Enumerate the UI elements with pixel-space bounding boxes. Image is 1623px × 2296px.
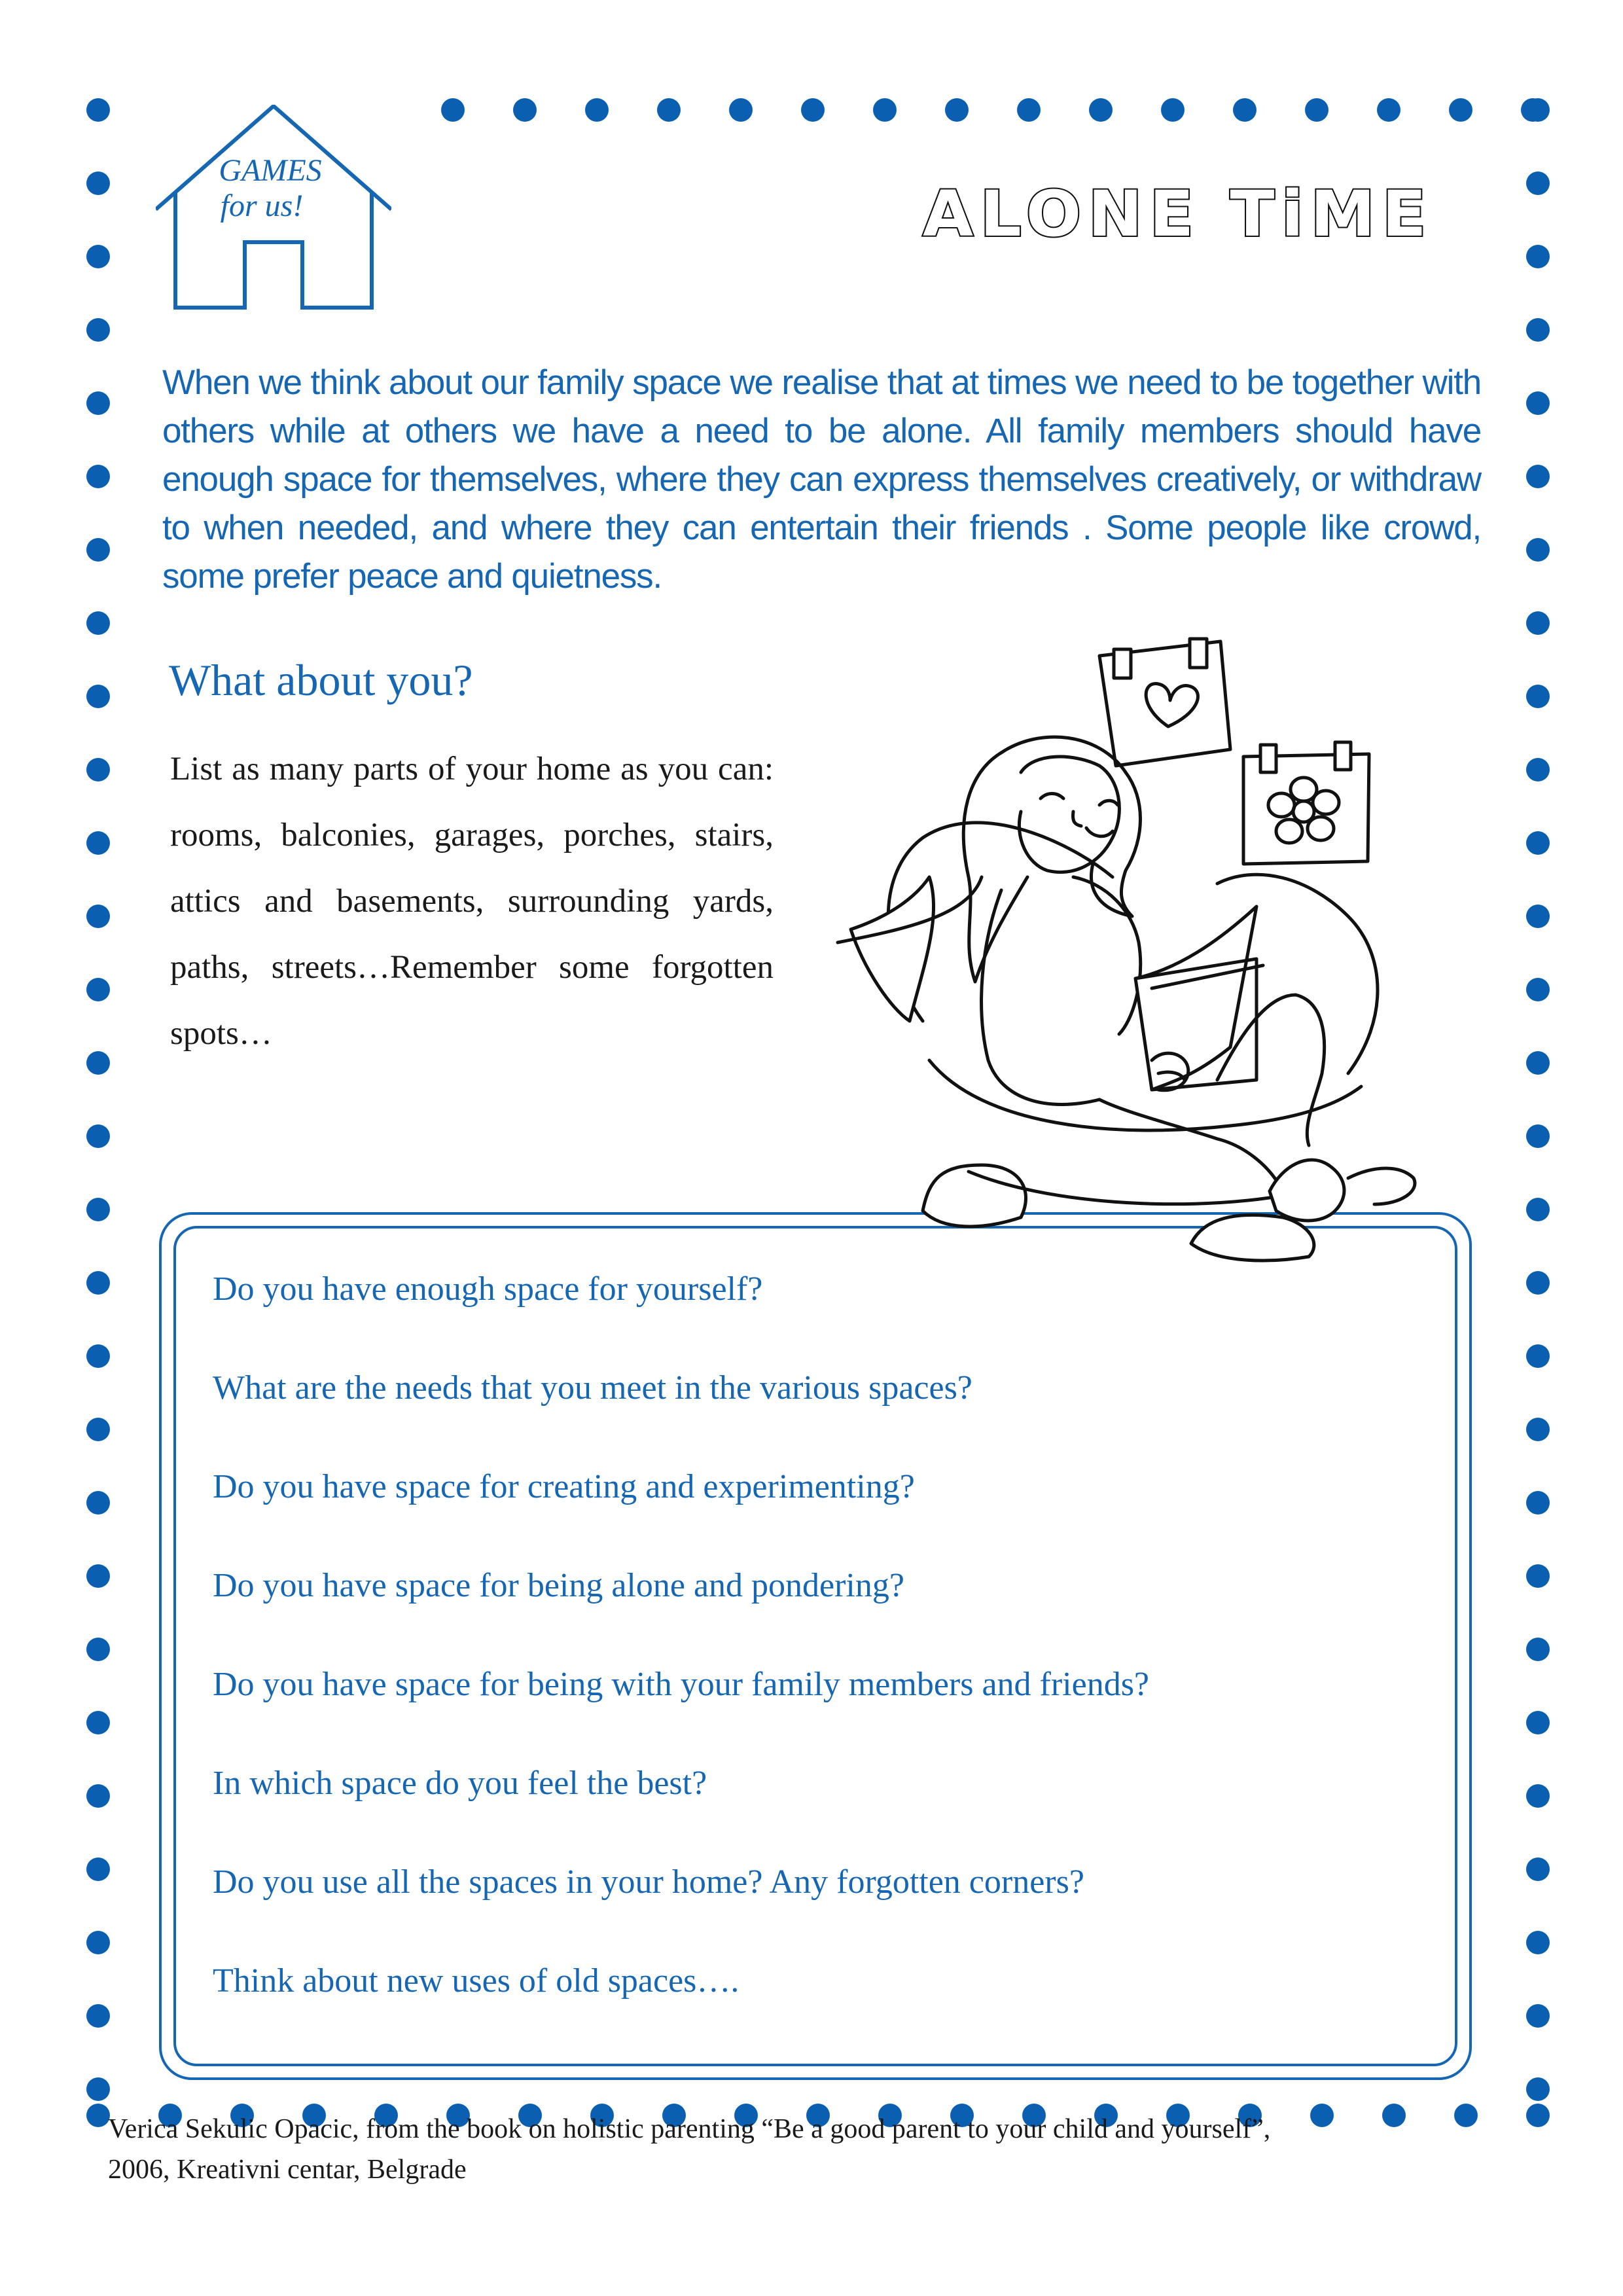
border-dot: [86, 978, 110, 1001]
border-dot: [1526, 98, 1550, 122]
house-icon: [156, 105, 391, 314]
border-dot: [86, 1638, 110, 1661]
question-item: Do you have space for being alone and pondering?: [213, 1567, 904, 1604]
citation-line2: 2006, Kreativni centar, Belgrade: [108, 2155, 467, 2185]
border-dot: [86, 905, 110, 928]
border-dot: [86, 1857, 110, 1881]
border-dot: [1526, 1051, 1550, 1075]
border-dot: [513, 98, 537, 122]
border-dot: [729, 98, 753, 122]
border-dot: [1526, 1418, 1550, 1441]
question-item: Do you have space for creating and experimenting?: [213, 1468, 915, 1505]
border-dot: [86, 611, 110, 635]
border-dot: [1526, 831, 1550, 855]
border-dot: [1526, 2077, 1550, 2101]
border-dot: [86, 538, 110, 562]
border-dot: [1526, 538, 1550, 562]
border-dot: [1526, 1931, 1550, 1954]
border-dot: [86, 831, 110, 855]
border-dot: [86, 2104, 110, 2127]
border-dot: [86, 685, 110, 708]
border-dot: [1526, 245, 1550, 268]
border-dot: [86, 1124, 110, 1148]
girl-reading-icon: [812, 602, 1492, 1322]
border-dot: [1526, 1271, 1550, 1295]
border-dot: [86, 98, 110, 122]
border-dot: [1526, 905, 1550, 928]
border-dot: [1377, 98, 1400, 122]
border-dot: [945, 98, 969, 122]
border-dot: [86, 245, 110, 268]
border-dot: [1526, 318, 1550, 342]
question-item: Do you have enough space for yourself?: [213, 1270, 763, 1308]
border-dot: [1526, 758, 1550, 781]
border-dot: [801, 98, 825, 122]
border-dot: [1526, 611, 1550, 635]
border-dot: [86, 1711, 110, 1734]
border-dot: [1017, 98, 1041, 122]
border-dot: [86, 1271, 110, 1295]
intro-paragraph: When we think about our family space we realise that at times we need to be together with others while at others we have a need to be alone. All family members should have enough space for themselves, where they can express themselves creatively, or withdraw to when needed, and where they can entertain their friends . Some people like crowd, some prefer peace and quietness.: [162, 363, 1481, 596]
border-dot: [1161, 98, 1185, 122]
border-dot: [657, 98, 681, 122]
border-dot: [1526, 978, 1550, 1001]
border-dot: [585, 98, 609, 122]
question-item: Do you use all the spaces in your home? Any forgotten corners?: [213, 1863, 1084, 1901]
question-item: Think about new uses of old spaces….: [213, 1962, 740, 2000]
border-dot: [1526, 171, 1550, 195]
logo-line1: GAMES: [219, 153, 322, 188]
question-item: Do you have space for being with your family members and friends?: [213, 1666, 1150, 1703]
border-dot: [1526, 1638, 1550, 1661]
logo-line2: for us!: [220, 188, 304, 223]
border-dot: [1089, 98, 1113, 122]
border-dot: [873, 98, 897, 122]
border-dot: [1526, 1344, 1550, 1368]
section-heading: What about you?: [169, 655, 473, 705]
border-dot: [1526, 391, 1550, 415]
border-dot: [1233, 98, 1257, 122]
border-dot: [1449, 98, 1472, 122]
border-dot: [1526, 1564, 1550, 1588]
border-dot: [86, 1564, 110, 1588]
section-text: List as many parts of your home as you can: rooms, balconies, garages, porches, stairs, attics and basements, surrounding yards, paths, streets…Remember some forgotten spots…: [170, 751, 774, 1052]
border-dot: [86, 318, 110, 342]
page-title: [916, 164, 1453, 268]
citation-line1: Verica Sekulic Opacic, from the book on holistic parenting “Be a good parent to your child and yourself”,: [108, 2114, 1271, 2144]
questions-list: [213, 1266, 1149, 2057]
border-dot: [86, 1931, 110, 1954]
flower-picture: [1243, 742, 1369, 864]
border-dot: [86, 2077, 110, 2101]
border-dot: [86, 171, 110, 195]
border-dot: [1526, 1711, 1550, 1734]
page-title-text: ALONE TiME: [923, 177, 1433, 251]
border-dot: [1526, 1857, 1550, 1881]
border-dot: [1305, 98, 1329, 122]
border-dot: [86, 1344, 110, 1368]
border-dot: [86, 2004, 110, 2028]
border-dot: [86, 1491, 110, 1515]
border-dot: [1526, 465, 1550, 488]
question-item: In which space do you feel the best?: [213, 1765, 707, 1802]
border-dot: [86, 1198, 110, 1221]
border-dot: [1526, 1124, 1550, 1148]
border-dot: [86, 465, 110, 488]
border-dot: [1526, 1198, 1550, 1221]
border-dot: [86, 1418, 110, 1441]
heart-picture: [1099, 639, 1230, 766]
border-dot: [441, 98, 465, 122]
question-item: What are the needs that you meet in the various spaces?: [213, 1369, 972, 1407]
border-dot: [86, 1051, 110, 1075]
border-dot: [1526, 2104, 1550, 2127]
border-dot: [86, 1784, 110, 1808]
citation-footer: [108, 2109, 1528, 2190]
border-dot: [1526, 2004, 1550, 2028]
border-dot: [86, 758, 110, 781]
border-dot: [86, 391, 110, 415]
border-dot: [1526, 685, 1550, 708]
border-dot: [1526, 1491, 1550, 1515]
border-dot: [1526, 1784, 1550, 1808]
